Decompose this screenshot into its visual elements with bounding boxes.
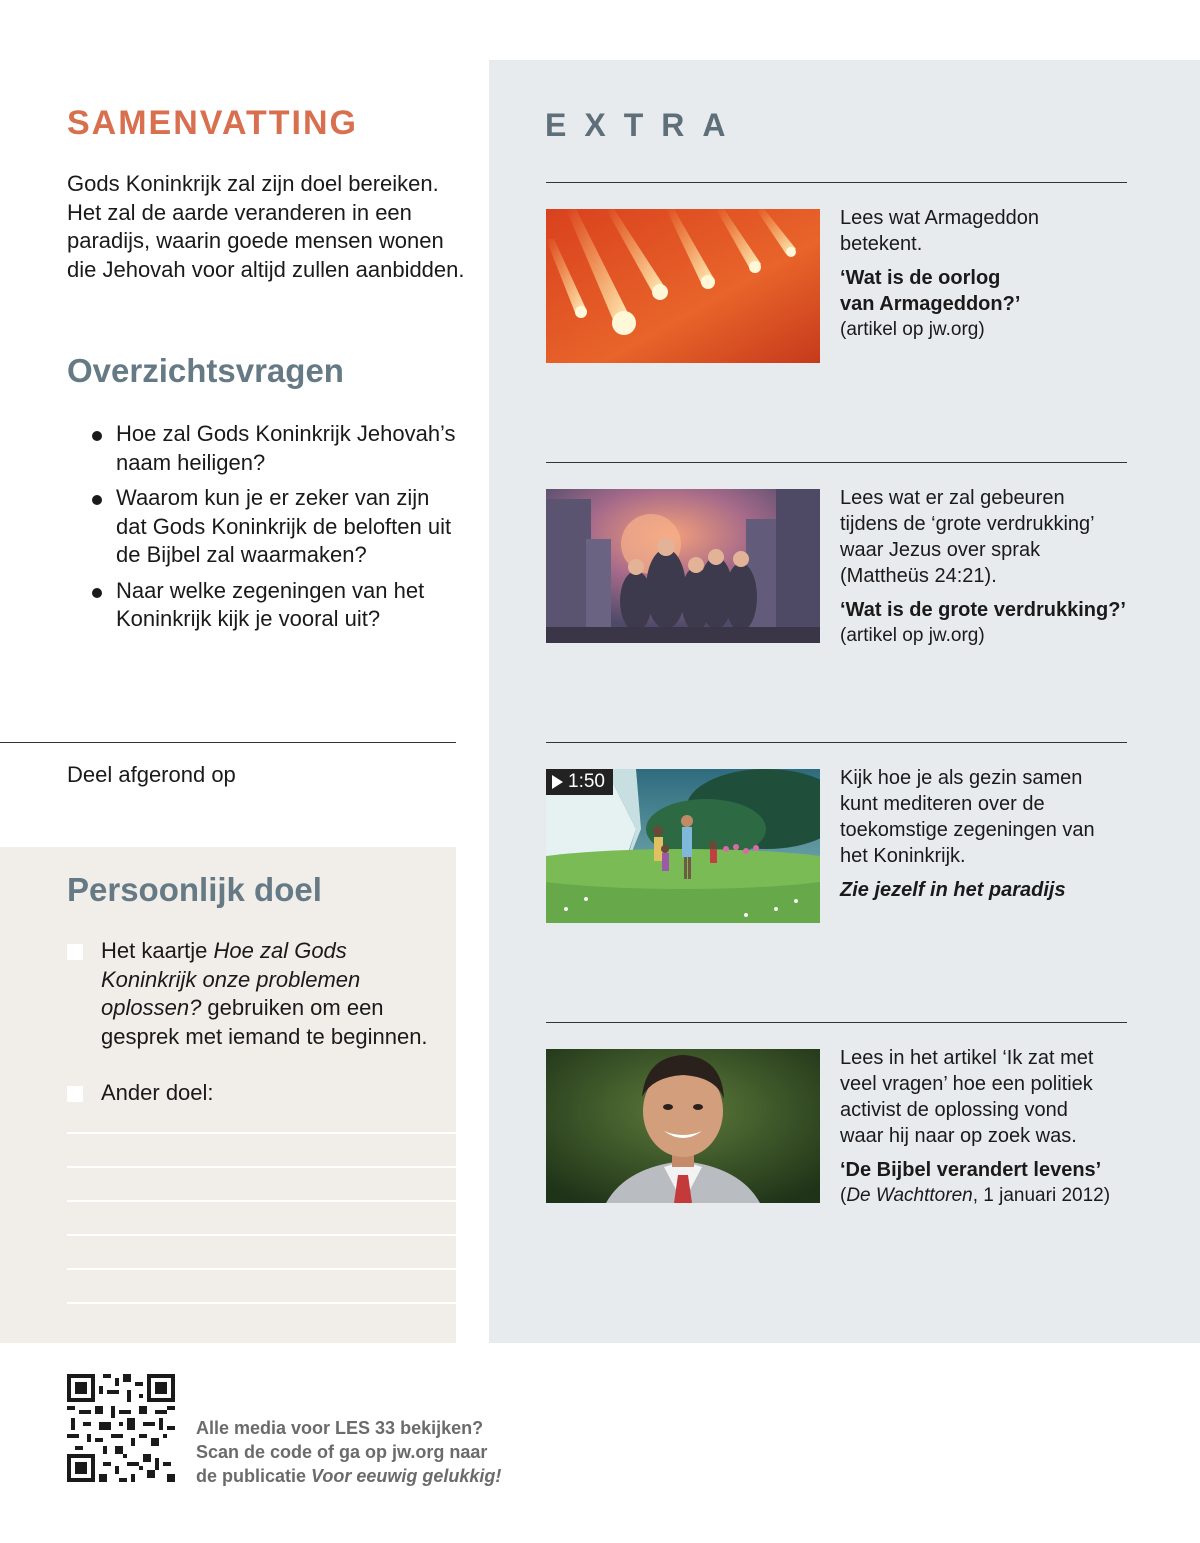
writing-line[interactable] <box>67 1268 456 1270</box>
man-portrait-image[interactable] <box>546 1049 820 1203</box>
footer-line: Scan de code of ga op jw.org naar <box>196 1442 488 1462</box>
article-link[interactable]: ‘De Bijbel verandert levens’ <box>840 1159 1102 1181</box>
family-in-distress-image[interactable] <box>546 489 820 643</box>
extra-divider <box>546 742 1127 743</box>
question-text: Hoe zal Gods Koninkrijk Jehovah’s naam heiligen? <box>116 421 456 475</box>
question-text: Waarom kun je er zeker van zijn dat Gods Koninkrijk de beloften uit de Bijbel zal waarmaken? <box>116 485 452 567</box>
writing-line[interactable] <box>67 1234 456 1236</box>
goal-text: gebruiken om een gesprek met iemand te beginnen. <box>101 995 428 1049</box>
extra-item-bible-changes-lives <box>840 1045 1140 1209</box>
completed-on-label: Deel afgerond op <box>67 762 236 787</box>
section-divider <box>0 742 456 743</box>
writing-line[interactable] <box>67 1166 456 1168</box>
extra-item-armageddon <box>840 205 1140 343</box>
extra-item-paradise-video <box>840 765 1140 903</box>
extra-title: EXTRA <box>545 107 744 143</box>
summary-text: Gods Koninkrijk zal zijn doel bereiken. Het zal de aarde veranderen in een paradijs, waarin goede mensen wonen die Jehovah voor altijd zullen aanbidden. <box>67 171 465 282</box>
list-item <box>92 484 462 570</box>
goal-text: Het kaartje <box>101 938 214 963</box>
goal-option-other[interactable] <box>67 1079 447 1108</box>
qr-code-icon[interactable] <box>67 1374 175 1482</box>
item-description: Lees in het artikel ‘Ik zat met veel vragen’ hoe een politiek activist de oplossing vond waar hij naar op zoek was. <box>840 1047 1094 1147</box>
item-source: (artikel op jw.org) <box>840 625 985 646</box>
footer-line <box>196 1464 501 1488</box>
video-link[interactable] <box>840 877 1140 903</box>
falling-meteors-image[interactable] <box>546 209 820 363</box>
overview-question-list <box>92 420 462 641</box>
item-source <box>840 1183 1140 1209</box>
writing-line[interactable] <box>67 1302 456 1304</box>
bullet-icon <box>92 431 102 441</box>
footer-media-note <box>196 1416 501 1488</box>
extra-item-great-tribulation <box>840 485 1140 649</box>
item-source: (artikel op jw.org) <box>840 319 985 340</box>
writing-line[interactable] <box>67 1132 456 1134</box>
extra-divider <box>546 1022 1127 1023</box>
video-duration: 1:50 <box>568 771 605 792</box>
personal-goal-title: Persoonlijk doel <box>67 871 322 908</box>
list-item <box>92 577 462 634</box>
summary-title: SAMENVATTING <box>67 104 358 142</box>
source-text: , 1 januari 2012) <box>972 1185 1111 1206</box>
list-item <box>92 420 462 477</box>
magazine-title: De Wachttoren <box>846 1185 973 1206</box>
family-in-paradise-image[interactable] <box>546 769 820 923</box>
item-description: Lees wat Armageddon betekent. <box>840 207 1040 255</box>
goal-option-label: Ander doel: <box>101 1080 214 1105</box>
article-link[interactable]: ‘Wat is de grote verdrukking?’ <box>840 599 1126 621</box>
bullet-icon <box>92 588 102 598</box>
overview-title: Overzichtsvragen <box>67 352 344 389</box>
footer-text: de publicatie <box>196 1466 312 1486</box>
publication-title: Voor eeuwig gelukkig! <box>311 1466 502 1486</box>
footer-line: Alle media voor LES 33 bekijken? <box>196 1418 484 1438</box>
checkbox[interactable] <box>67 944 83 960</box>
tract-title: Hoe zal Gods Koninkrijk onze problemen oplossen? <box>101 938 361 1020</box>
source-text: ( <box>840 1185 847 1206</box>
writing-line[interactable] <box>67 1200 456 1202</box>
video-title: Zie jezelf in het paradijs <box>840 879 1066 901</box>
checkbox[interactable] <box>67 1086 83 1102</box>
item-description: Kijk hoe je als gezin samen kunt mediteren over de toekomstige zegeningen van het Koninkrijk. <box>840 767 1095 867</box>
goal-option-label <box>101 937 447 1051</box>
goal-option-conversation[interactable] <box>67 937 447 1051</box>
extra-divider <box>546 182 1127 183</box>
extra-divider <box>546 462 1127 463</box>
bullet-icon <box>92 495 102 505</box>
article-link[interactable]: ‘Wat is de oorlog van Armageddon?’ <box>840 267 1021 315</box>
play-icon <box>552 775 563 789</box>
video-duration-badge[interactable] <box>546 769 613 795</box>
question-text: Naar welke zegeningen van het Koninkrijk kijk je vooral uit? <box>116 577 425 631</box>
item-description: Lees wat er zal gebeuren tijdens de ‘grote verdrukking’ waar Jezus over sprak (Mattheüs 24:21). <box>840 487 1094 587</box>
